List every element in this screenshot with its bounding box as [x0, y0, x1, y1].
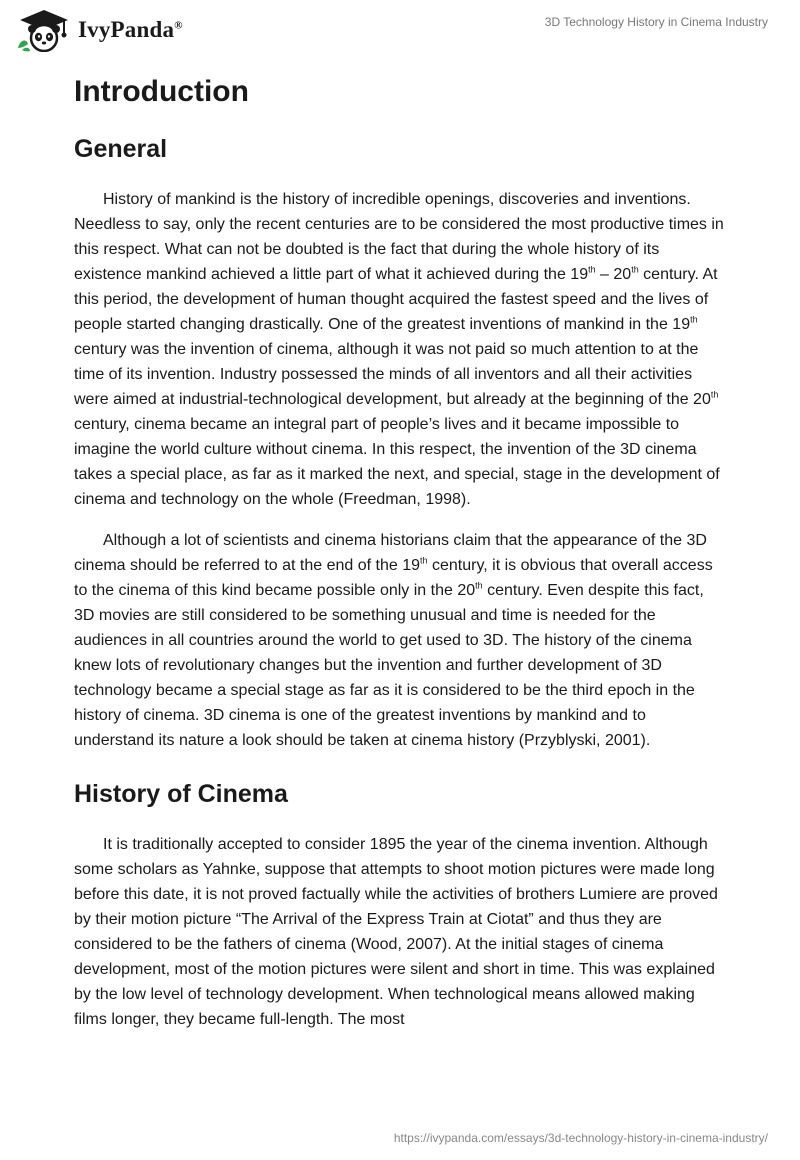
brand-logo[interactable]	[14, 8, 183, 52]
document-title: 3D Technology History in Cinema Industry	[544, 15, 768, 29]
brand-name: IvyPanda®	[78, 17, 183, 42]
heading-general: General	[74, 135, 168, 163]
heading-introduction: Introduction	[74, 75, 249, 108]
paragraph: History of mankind is the history of incredible openings, discoveries and inventions. Needless to say, only the recent centuries are to be considered the most productive times in this respect. What can not be doubted is the fact that during the whole history of its existence mankind achieved a little part of what it achieved during the 19th – 20th century. At this period, the development of human thought acquired the fastest speed and the lives of people started changing drastically. One of the greatest inventions of mankind in the 19th century was the invention of cinema, although it was not paid so much attention to at the time of its invention. Industry possessed the minds of all inventors and all their activities were aimed at industrial-technological development, but already at the beginning of the 20th century, cinema became an integral part of people’s lives and it became impossible to imagine the world culture without cinema. In this respect, the invention of the 3D cinema takes a special place, as far as it marked the next, and special, stage in the development of cinema and technology on the whole (Freedman, 1998).	[74, 191, 724, 508]
paragraph: It is traditionally accepted to consider 1895 the year of the cinema invention. Although some scholars as Yahnke, suppose that attempts to shoot motion pictures were made long before this date, it is not proved factually while the activities of brothers Lumiere are proved by their motion picture “The Arrival of the Express Train at Ciotat” and thus they are considered to be the fathers of cinema (Wood, 2007). At the initial stages of cinema development, most of the motion pictures were silent and short in time. This was explained by the low level of technology development. When technological means allowed making films longer, they became full-length. The most	[74, 836, 718, 1028]
panda-graduate-icon	[14, 8, 74, 52]
paragraph: Although a lot of scientists and cinema historians claim that the appearance of the 3D cinema should be referred to at the end of the 19th century, it is obvious that overall access to the cinema of this kind became possible only in the 20th century. Even despite this fact, 3D movies are still considered to be something unusual and time is needed for the audiences in all countries around the world to get used to 3D. The history of the cinema knew lots of revolutionary changes but the invention and further development of 3D technology became a special stage as far as it is considered to be the third epoch in the history of cinema. 3D cinema is one of the greatest inventions by mankind and to understand its nature a look should be taken at cinema history (Przyblyski, 2001).	[74, 532, 713, 749]
source-url[interactable]: https://ivypanda.com/essays/3d-technology-history-in-cinema-industry/	[393, 1131, 768, 1145]
essay-content	[74, 72, 724, 1032]
heading-history-of-cinema: History of Cinema	[74, 780, 288, 808]
